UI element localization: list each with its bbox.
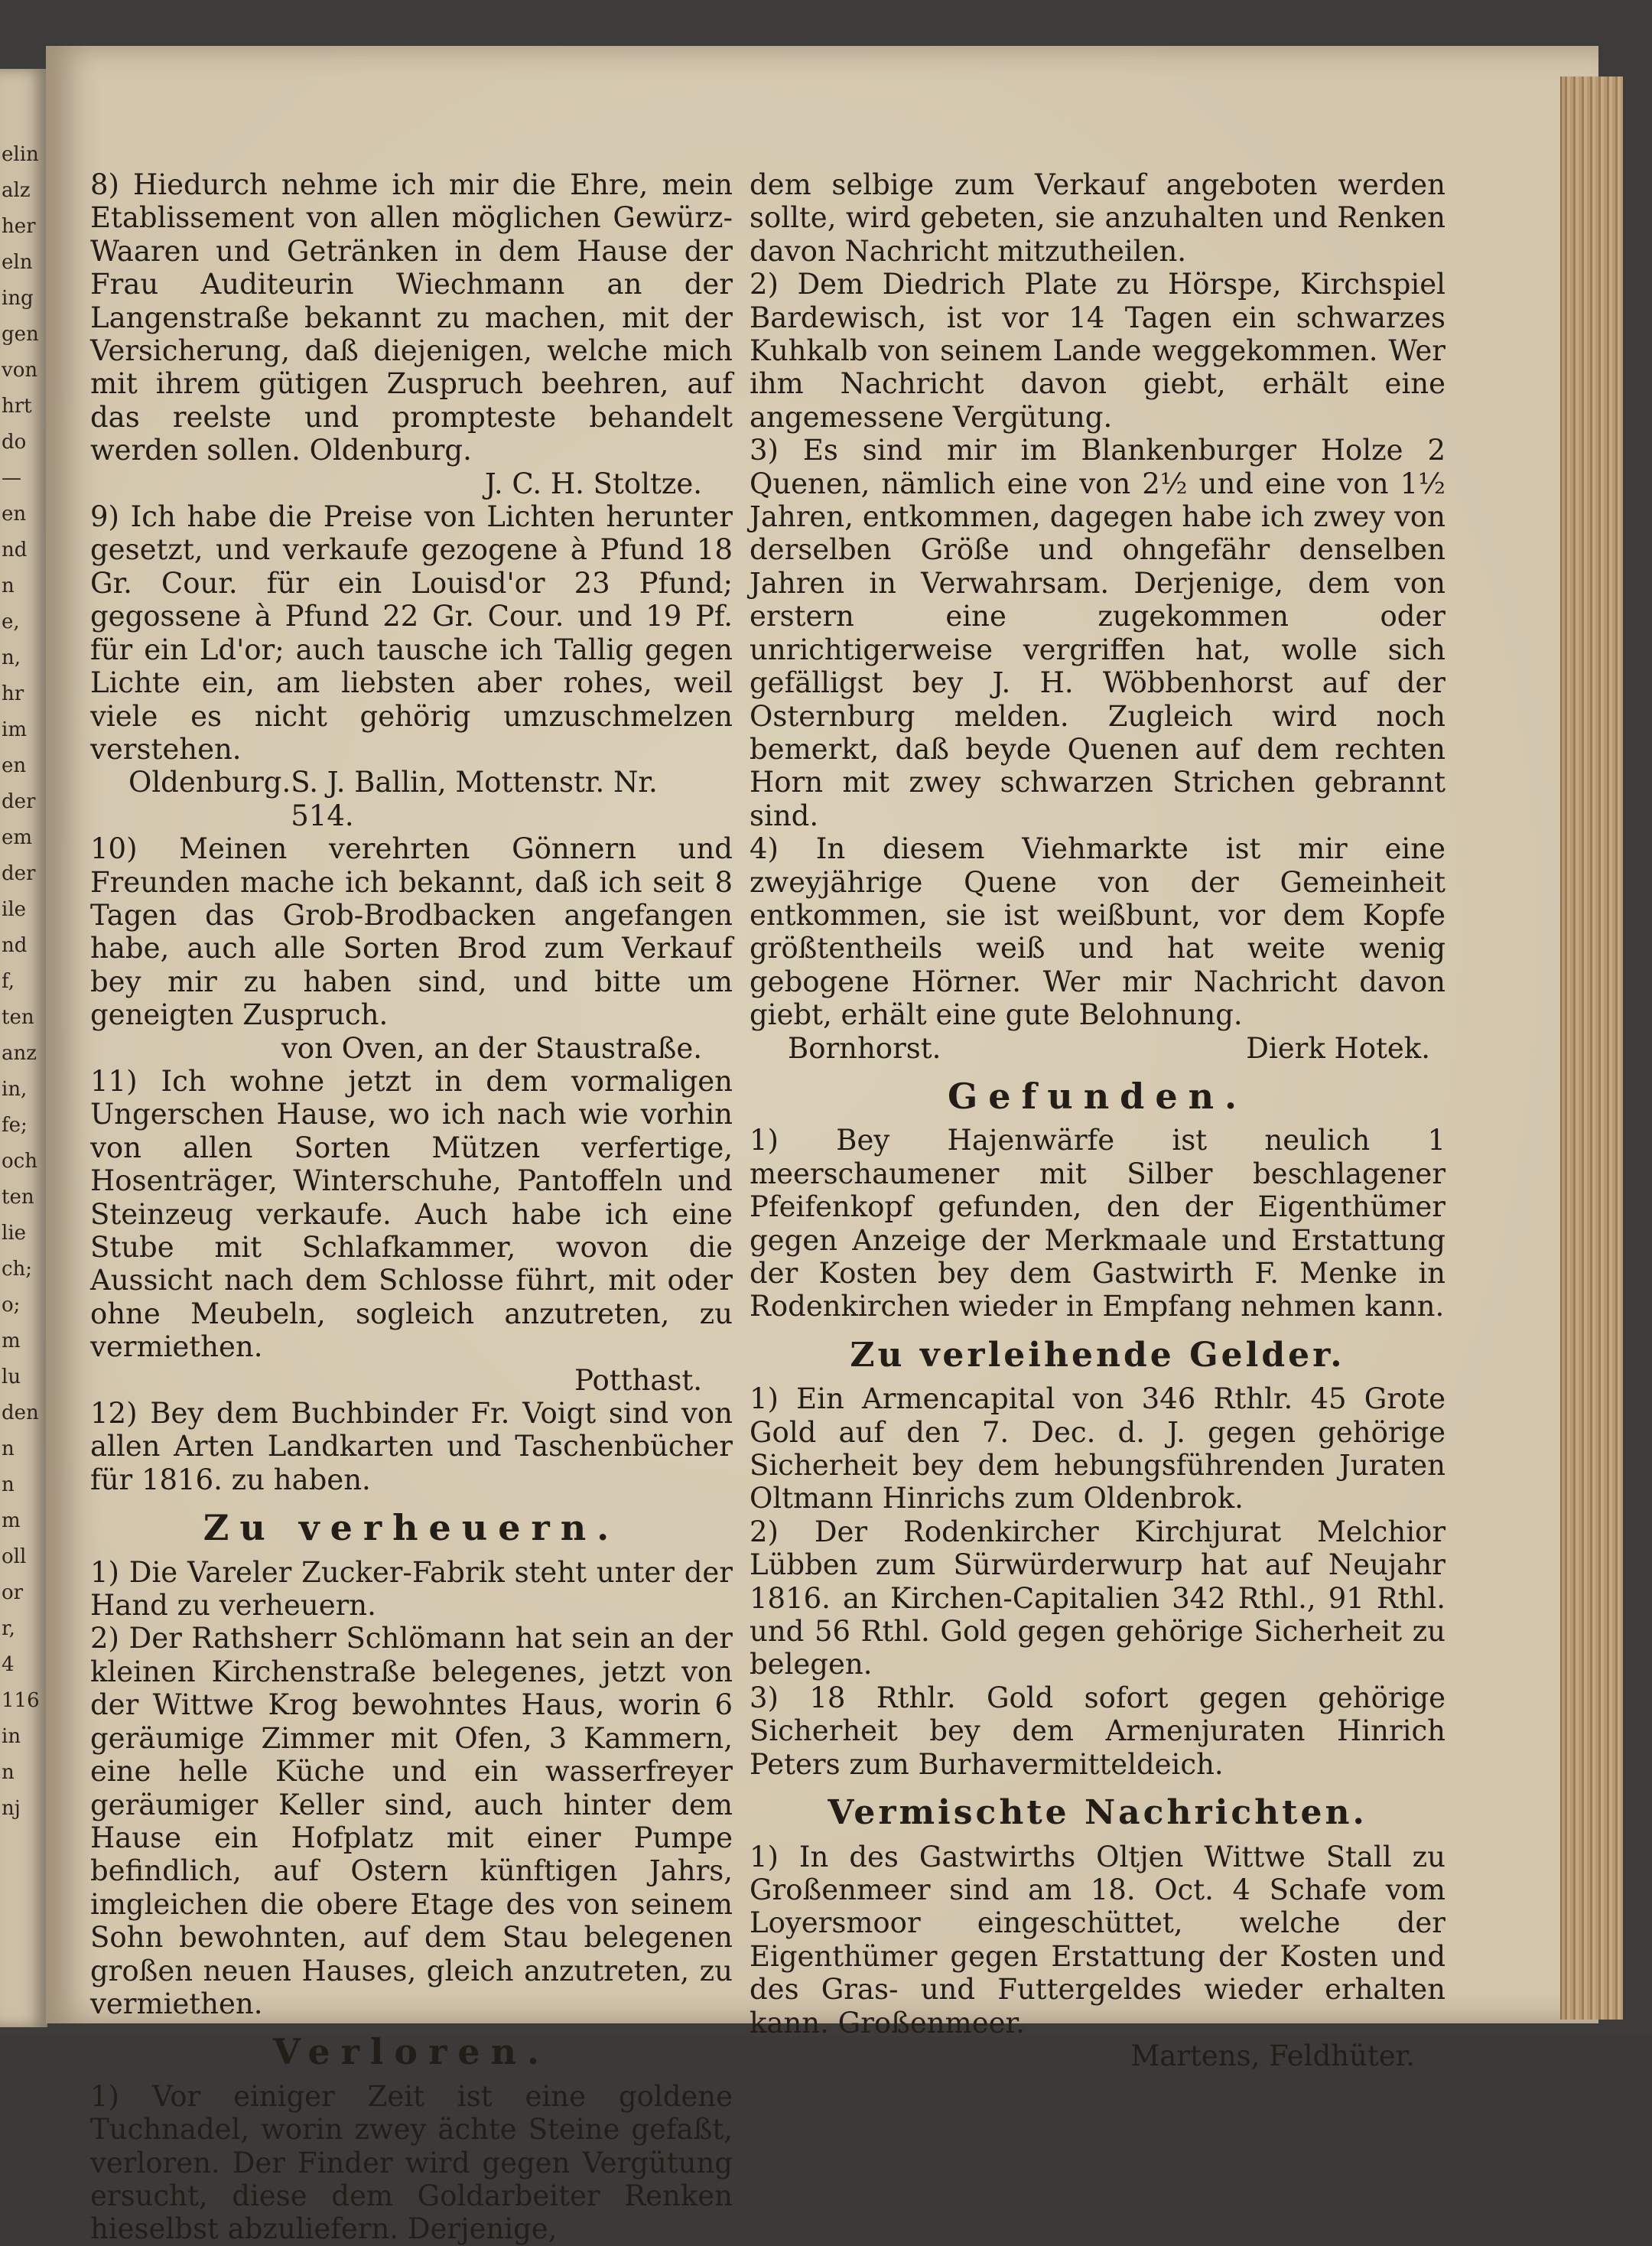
left-column <box>90 168 733 2246</box>
margin-fragment: her <box>2 215 36 238</box>
ad-11-text: 11) Ich wohne jetzt in dem vormaligen Ungerschen Hause, wo ich nach wie vorhin von allen Sorten Mützen verfertige, Hosenträger, Winterschuhe, Pantoffeln und Steinzeug verkaufe. Auch habe ich eine Stube mit Schlafkammer, wovon die Aussicht nach dem Schlosse führt, mit oder ohne Meubeln, sogleich anzutreten, zu vermiethen. <box>90 1064 733 1364</box>
right-column <box>750 168 1446 2072</box>
margin-fragment: in <box>2 1725 21 1748</box>
margin-fragment: hr <box>2 682 24 705</box>
margin-fragment: or <box>2 1581 24 1604</box>
margin-fragment: der <box>2 862 36 885</box>
margin-fragment: anz <box>2 1042 37 1065</box>
heading-verheuern: Zu verheuern. <box>203 1507 620 1549</box>
margin-fragment: n <box>2 1761 15 1784</box>
heading-vermischte: Vermischte Nachrichten. <box>828 1793 1367 1833</box>
margin-fragment: oll <box>2 1545 27 1568</box>
margin-fragment: o; <box>2 1294 21 1317</box>
margin-fragment: n <box>2 1473 15 1496</box>
ad-9-text: 9) Ich habe die Preise von Lichten herunter gesetzt, und verkaufe gezogene à Pfund 18 Gr. Cour. für ein Louisd'or 23 Pfund; gegossene à Pfund 22 Gr. Cour. und 19 Pf. für ein Ld'or; auch tausche ich Tallig gegen Lichte ein, am liebsten aber rohes, weil viele es nicht gehörig umzuschmelzen verstehen. <box>90 500 733 766</box>
margin-fragment: nd <box>2 934 28 957</box>
ad-9-footer <box>90 766 733 832</box>
previous-page-edge <box>0 69 47 2027</box>
margin-fragment: fe; <box>2 1114 28 1137</box>
margin-fragment: elin <box>2 143 39 166</box>
margin-fragment: lie <box>2 1222 27 1245</box>
gefunden-1: 1) Bey Hajenwärfe ist neulich 1 meerschaumener mit Silber beschlagener Pfeifenkopf gefunden, den der Eigenthümer gegen Anzeige der Merkmaale und Erstattung der Kosten bey dem Gastwirth F. Menke in Rodenkirchen wieder in Empfang nehmen kann. <box>750 1124 1446 1323</box>
margin-fragment: lu <box>2 1366 21 1388</box>
margin-fragment: eln <box>2 251 33 274</box>
margin-fragment: 116 <box>2 1689 40 1712</box>
ad-9-signature: S. J. Ballin, Mottenstr. Nr. 514. <box>291 766 658 832</box>
margin-fragment: n <box>2 1437 15 1460</box>
margin-fragment: von <box>2 359 38 382</box>
heading-verloren: Verloren. <box>272 2031 551 2073</box>
newspaper-page <box>46 46 1598 2246</box>
ad-10-signature: von Oven, an der Staustraße. <box>281 1031 702 1065</box>
margin-fragment: nj <box>2 1797 21 1820</box>
margin-fragment: — <box>2 467 21 490</box>
ad-12-text: 12) Bey dem Buchbinder Fr. Voigt sind von allen Arten Landkarten und Taschenbücher für 1816. zu haben. <box>90 1397 733 1496</box>
verloren-4-signature: Dierk Hotek. <box>1246 1031 1430 1065</box>
margin-fragment: ten <box>2 1186 34 1209</box>
verloren-4-place: Bornhorst. <box>788 1031 941 1065</box>
verloren-4: 4) In diesem Viehmarkte ist mir eine zweyjährige Quene von der Gemeinheit entkommen, sie ist weißbunt, vor dem Kopfe größtentheils weiß und hat weite wenig gebogene Hörner. Wer mir Nachricht davon giebt, erhält eine gute Belohnung. <box>750 832 1446 1032</box>
margin-fragment: gen <box>2 323 39 346</box>
vermischte-1: 1) In des Gastwirths Oltjen Wittwe Stall zu Großenmeer sind am 18. Oct. 4 Schafe vom Loyersmoor eingeschüttet, welche der Eigenthümer gegen Erstattung der Kosten und des Gras- und Futtergeldes wieder erhalten kann. Großenmeer. <box>750 1840 1446 2039</box>
margin-fragment: den <box>2 1401 39 1424</box>
margin-fragment: do <box>2 431 27 454</box>
verloren-3: 3) Es sind mir im Blankenburger Holze 2 Quenen, nämlich eine von 2½ und eine von 1½ Jahren, entkommen, dagegen habe ich zwey von derselben Größe und ohngefähr denselben Jahren in Verwahrsam. Derjenige, dem von erstern eine zugekommen oder unrichtigerweise vergriffen hat, wolle sich gefälligst bey J. H. Wöbbenhorst auf der Osternburg melden. Zugleich wird noch bemerkt, daß beyde Quenen auf dem rechten Horn mit zwey schwarzen Strichen gebrannt sind. <box>750 434 1446 832</box>
margin-fragment: im <box>2 718 27 741</box>
page-block-edges <box>1560 76 1623 2020</box>
margin-fragment: nd <box>2 539 28 562</box>
margin-fragment: n <box>2 575 15 597</box>
margin-fragment: em <box>2 826 33 849</box>
margin-fragment: e, <box>2 610 20 633</box>
ad-10-text: 10) Meinen verehrten Gönnern und Freunden mache ich bekannt, daß ich seit 8 Tagen das Grob-Brodbacken angefangen habe, auch alle Sorten Brod zum Verkauf bey mir zu haben sind, und bitte um geneigten Zuspruch. <box>90 832 733 1032</box>
vermischte-1-signature: Martens, Feldhüter. <box>1130 2039 1415 2072</box>
margin-fragment: ch; <box>2 1258 33 1281</box>
margin-fragment: och <box>2 1150 37 1173</box>
verloren-1-continued: dem selbige zum Verkauf angeboten werden sollte, wird gebeten, sie anzuhalten und Renken davon Nachricht mitzutheilen. <box>750 168 1446 268</box>
margin-fragment: hrt <box>2 395 32 418</box>
margin-fragment: m <box>2 1330 21 1352</box>
margin-fragment: f, <box>2 970 15 993</box>
margin-fragment: r, <box>2 1617 15 1640</box>
margin-fragment: 4 <box>2 1653 15 1676</box>
margin-fragment: in, <box>2 1078 28 1101</box>
verloren-1: 1) Vor einiger Zeit ist eine goldene Tuchnadel, worin zwey ächte Steine gefaßt, verloren. Der Finder wird gegen Vergütung ersucht, diese dem Goldarbeiter Renken hieselbst abzuliefern. Derjenige, <box>90 2079 733 2246</box>
margin-fragment: ile <box>2 898 27 921</box>
margin-fragment: der <box>2 790 36 813</box>
margin-fragment: m <box>2 1509 21 1532</box>
ad-9-place: Oldenburg. <box>128 766 291 799</box>
margin-fragment: en <box>2 503 27 526</box>
verloren-4-footer <box>750 1032 1446 1065</box>
margin-fragment: n, <box>2 646 21 669</box>
heading-gefunden: Gefunden. <box>947 1075 1248 1117</box>
gelder-2: 2) Der Rodenkircher Kirchjurat Melchior Lübben zum Sürwürderwurp hat auf Neujahr 1816. an Kirchen-Capitalien 342 Rthl., 91 Rthl. und 56 Rthl. Gold gegen gehörige Sicherheit zu belegen. <box>750 1515 1446 1681</box>
gelder-1: 1) Ein Armencapital von 346 Rthlr. 45 Grote Gold auf den 7. Dec. d. J. gegen gehörige Sicherheit bey dem hebungsführenden Juraten Oltmann Hinrichs zum Oldenbrok. <box>750 1382 1446 1515</box>
margin-fragment: ing <box>2 287 34 310</box>
verheuern-2: 2) Der Rathsherr Schlömann hat sein an der kleinen Kirchenstraße belegenes, jetzt von der Wittwe Krog bewohntes Haus, worin 6 geräumige Zimmer mit Ofen, 3 Kammern, eine helle Küche und ein wasserfreyer geräumiger Keller sind, auch hinter dem Hause ein Hofplatz mit einer Pumpe befindlich, auf Ostern künftigen Jahrs, imgleichen die obere Etage des von seinem Sohn bewohnten, auf dem Stau belegenen großen neuen Hauses, gleich anzutreten, zu vermiethen. <box>90 1622 733 2020</box>
margin-fragment: alz <box>2 179 31 202</box>
gelder-3: 3) 18 Rthlr. Gold sofort gegen gehörige Sicherheit bey dem Armenjuraten Hinrich Peters zum Burhavermitteldeich. <box>750 1681 1446 1781</box>
ad-11-signature: Potthast. <box>574 1363 702 1397</box>
verheuern-1: 1) Die Vareler Zucker-Fabrik steht unter der Hand zu verheuern. <box>90 1555 733 1623</box>
margin-fragment: ten <box>2 1006 34 1029</box>
verloren-2: 2) Dem Diedrich Plate zu Hörspe, Kirchspiel Bardewisch, ist vor 14 Tagen ein schwarzes Kuhkalb von seinem Lande weggekommen. Wer ihm Nachricht davon giebt, erhält eine angemessene Vergütung. <box>750 268 1446 434</box>
margin-fragment: en <box>2 754 27 777</box>
ad-8-signature: J. C. H. Stoltze. <box>484 467 702 500</box>
heading-gelder: Zu verleihende Gelder. <box>850 1335 1345 1375</box>
ad-8-text: 8) Hiedurch nehme ich mir die Ehre, mein Etablissement von allen möglichen Gewürz-Waaren und Getränken in dem Hause der Frau Auditeurin Wiechmann an der Langenstraße bekannt zu machen, mit der Versicherung, daß diejenigen, welche mich mit ihrem gütigen Zuspruch beehren, auf das reelste und prompteste behandelt werden sollen. Oldenburg. <box>90 168 733 467</box>
